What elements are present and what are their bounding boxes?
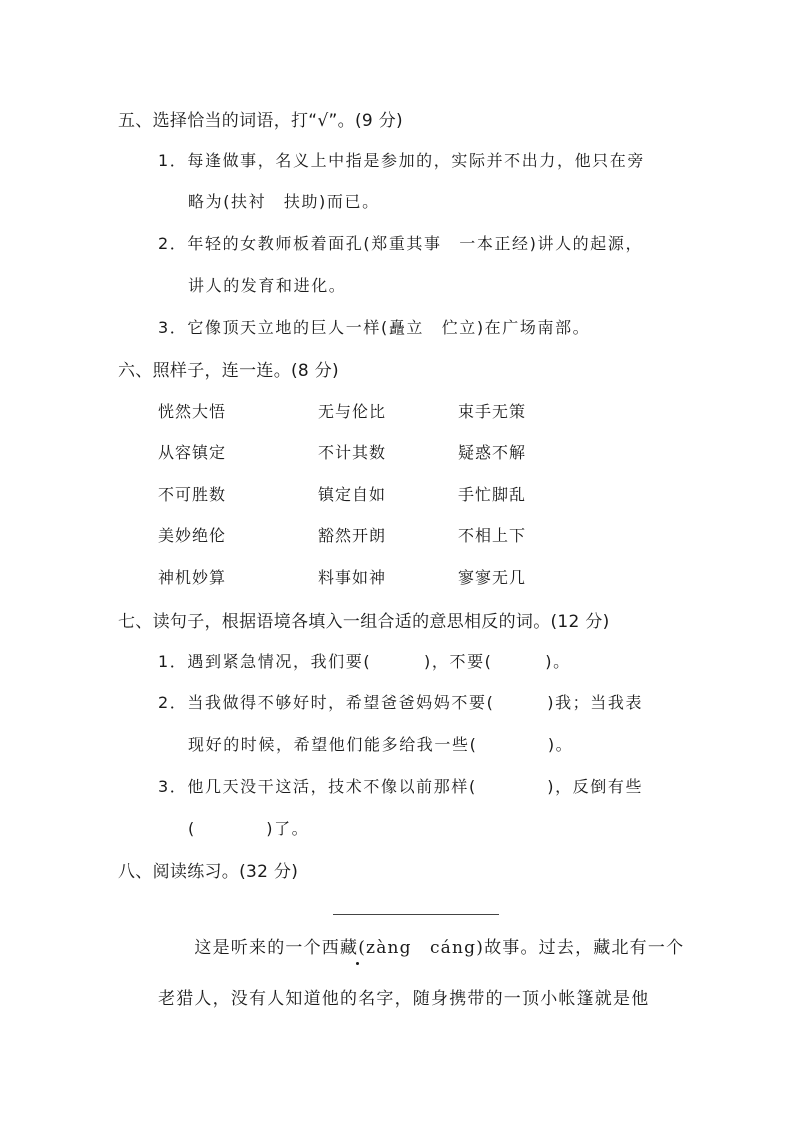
word-item: 束手无策: [458, 402, 527, 421]
q7-1-line1: 1．遇到紧急情况，我们要( )，不要( )。: [158, 652, 571, 671]
word-item: 手忙脚乱: [458, 485, 527, 504]
q7-2-line2: 现好的时候，希望他们能多给我一些( )。: [188, 735, 574, 754]
section-6-title: 六、照样子，连一连。(8 分): [118, 361, 339, 381]
passage-line-1: 这是听来的一个西藏(zàng cáng)故事。过去，藏北有一个: [158, 938, 685, 958]
emphasis-dot: [356, 962, 359, 965]
q5-1-line1: 1．每逢做事，名义上中指是参加的，实际并不出力，他只在旁: [158, 151, 645, 170]
word-item: 寥寥无几: [458, 568, 527, 587]
section-5-title: 五、选择恰当的词语，打“√”。(9 分): [118, 111, 403, 131]
word-item: 镇定自如: [318, 485, 387, 504]
word-item: 不可胜数: [158, 485, 227, 504]
word-item: 料事如神: [318, 568, 387, 587]
q5-3-line1: 3．它像顶天立地的巨人一样(矗立 伫立)在广场南部。: [158, 318, 591, 337]
passage-title-blank: [333, 914, 499, 915]
word-item: 恍然大悟: [158, 402, 227, 421]
word-item: 不相上下: [458, 526, 527, 545]
q7-3-line2: ( )了。: [188, 819, 310, 838]
q5-1-line2: 略为(扶衬 扶助)而已。: [188, 192, 380, 211]
section-7-title: 七、读句子，根据语境各填入一组合适的意思相反的词。(12 分): [118, 612, 610, 632]
q5-2-line2: 讲人的发育和进化。: [188, 276, 347, 295]
word-item: 无与伦比: [318, 402, 387, 421]
section-8-title: 八、阅读练习。(32 分): [118, 862, 299, 882]
word-item: 神机妙算: [158, 568, 227, 587]
word-item: 美妙绝伦: [158, 526, 227, 545]
word-item: 疑惑不解: [458, 443, 527, 462]
word-item: 不计其数: [318, 443, 387, 462]
q5-2-line1: 2．年轻的女教师板着面孔(郑重其事 一本正经)讲人的起源，: [158, 234, 644, 253]
q7-3-line1: 3．他几天没干这活，技术不像以前那样( )，反倒有些: [158, 777, 644, 796]
word-item: 豁然开朗: [318, 526, 387, 545]
passage-line-2: 老猎人，没有人知道他的名字，随身携带的一顶小帐篷就是他: [158, 989, 650, 1009]
word-item: 从容镇定: [158, 443, 227, 462]
q7-2-line1: 2．当我做得不够好时，希望爸爸妈妈不要( )我；当我表: [158, 693, 644, 712]
